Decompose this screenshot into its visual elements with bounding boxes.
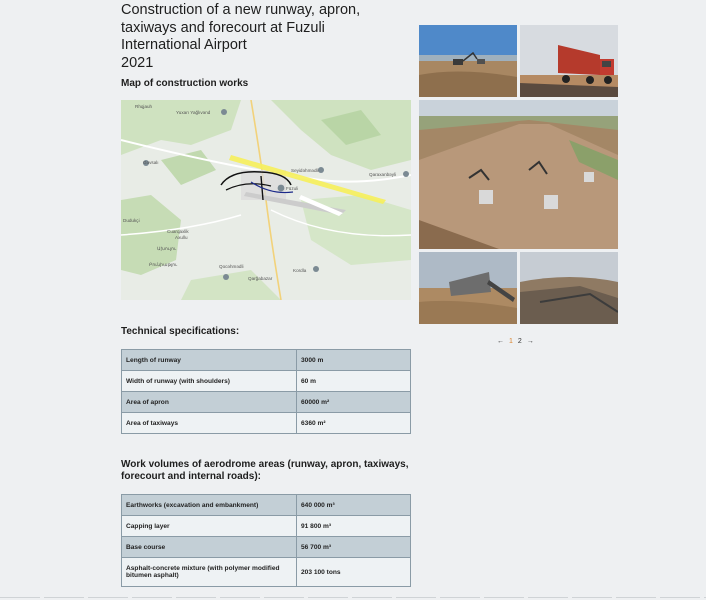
map-label: Yuxarı Yağlıvənd — [176, 110, 211, 115]
map-label: Füzuli — [286, 186, 299, 191]
title-line: taxiways and forecourt at Fuzuli — [121, 19, 325, 36]
spec-label: Area of apron — [122, 392, 297, 413]
volume-label: Asphalt-concrete mixture (with polymer modified bitumen asphalt) — [122, 558, 297, 587]
work-volumes-heading — [121, 459, 409, 483]
pager-page-2[interactable]: 2 — [517, 338, 522, 345]
tech-specs-heading: Technical specifications: — [121, 326, 240, 337]
table-row — [122, 558, 411, 587]
spec-label: Width of runway (with shoulders) — [122, 371, 297, 392]
dump-truck-photo[interactable] — [520, 25, 618, 97]
page-divider — [0, 597, 706, 598]
map-label: Qocəhmədli — [219, 264, 244, 269]
next-arrow-icon[interactable]: → — [526, 338, 534, 345]
spec-value: 60 m — [297, 371, 411, 392]
map-label: Ախուլու — [157, 246, 177, 251]
volume-value: 91 800 m³ — [297, 516, 411, 537]
excavators-photo[interactable] — [419, 25, 517, 97]
title-line: Construction of a new runway, apron, — [121, 2, 361, 18]
spec-value: 60000 m² — [297, 392, 411, 413]
map-label: Qarğabazar — [248, 276, 273, 281]
volume-value: 640 000 m³ — [297, 495, 411, 516]
table-row — [122, 392, 411, 413]
volume-label: Earthworks (excavation and embankment) — [122, 495, 297, 516]
table-row — [122, 371, 411, 392]
heading-line: Work volumes of aerodrome areas (runway, apron, taxiways, — [121, 459, 409, 470]
volume-label: Capping layer — [122, 516, 297, 537]
map-heading: Map of construction works — [121, 78, 249, 89]
map-label: Axullu — [175, 235, 188, 240]
spec-label: Area of taxiways — [122, 413, 297, 434]
table-row — [122, 495, 411, 516]
earthworks-aerial-photo[interactable] — [419, 100, 618, 249]
table-row — [122, 413, 411, 434]
map-label: Բունիաթլու — [149, 262, 178, 267]
table-row — [122, 537, 411, 558]
pager-page-1[interactable]: 1 — [509, 338, 513, 345]
map-label: Seyidəhmədli — [291, 168, 319, 173]
volume-value: 56 700 m³ — [297, 537, 411, 558]
map-label: Qaraxanbəyli — [369, 172, 397, 177]
map-label: Kordla — [293, 268, 307, 273]
map-label: Dudukçi — [123, 218, 140, 223]
crusher-plant-photo[interactable] — [419, 252, 517, 324]
map-label: Rhqjauh — [135, 104, 153, 109]
tech-specs-table — [121, 349, 411, 434]
stockpile-photo[interactable] — [520, 252, 618, 324]
volume-label: Base course — [122, 537, 297, 558]
table-row — [122, 350, 411, 371]
table-row — [122, 516, 411, 537]
title-line: International Airport — [121, 37, 247, 53]
spec-label: Length of runway — [122, 350, 297, 371]
volume-value: 203 100 tons — [297, 558, 411, 587]
map-label: Cuarqaxlik — [167, 229, 189, 234]
page-title — [121, 2, 413, 72]
spec-value: 3000 m — [297, 350, 411, 371]
prev-arrow-icon[interactable]: ← — [497, 338, 504, 345]
spec-value: 6360 m² — [297, 413, 411, 434]
title-year: 2021 — [121, 54, 154, 71]
gallery-pager — [497, 338, 534, 345]
work-volumes-table — [121, 494, 411, 587]
construction-map[interactable] — [121, 100, 411, 300]
map-label: Govsalı — [143, 160, 159, 165]
heading-line: forecourt and internal roads): — [121, 471, 262, 482]
